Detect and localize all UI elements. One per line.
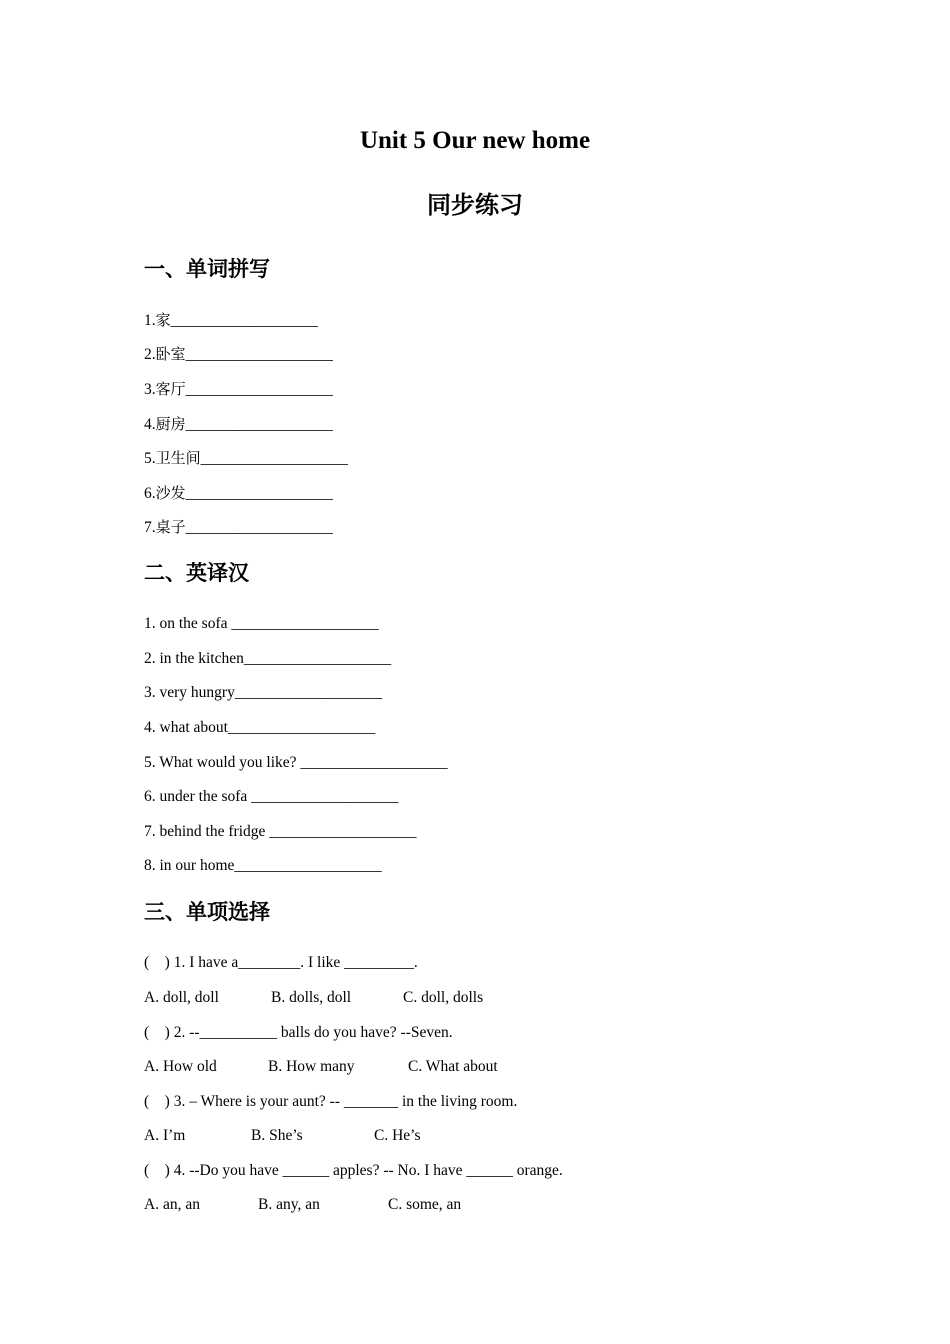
option-c: C. What about bbox=[408, 1058, 498, 1075]
spelling-item: 2.卧室___________________ bbox=[144, 345, 333, 363]
option-c: C. some, an bbox=[388, 1196, 462, 1213]
option-b: B. any, an bbox=[258, 1196, 320, 1213]
spelling-item: 6.沙发___________________ bbox=[144, 484, 333, 502]
spelling-item: 5.卫生间___________________ bbox=[144, 449, 348, 467]
translation-item: 7. behind the fridge ___________________ bbox=[144, 823, 417, 840]
question-stem: ( ) 2. --__________ balls do you have? --Seven. bbox=[144, 1024, 453, 1041]
section-2-heading: 二、英译汉 bbox=[144, 561, 249, 585]
translation-item: 3. very hungry___________________ bbox=[144, 684, 383, 701]
question-options bbox=[144, 987, 483, 1009]
option-b: B. She’s bbox=[251, 1127, 303, 1144]
translation-item: 8. in our home___________________ bbox=[144, 857, 382, 874]
section-1-heading: 一、单词拼写 bbox=[144, 257, 270, 281]
question-options bbox=[144, 1194, 461, 1216]
question-stem: ( ) 3. – Where is your aunt? -- _______ in the living room. bbox=[144, 1093, 518, 1110]
option-b: B. dolls, doll bbox=[271, 989, 352, 1006]
option-a: A. an, an bbox=[144, 1196, 200, 1213]
translation-item: 6. under the sofa ___________________ bbox=[144, 788, 399, 805]
option-b: B. How many bbox=[268, 1058, 355, 1075]
section-3-heading: 三、单项选择 bbox=[144, 900, 270, 924]
translation-item: 1. on the sofa ___________________ bbox=[144, 615, 379, 632]
question-options bbox=[144, 1056, 498, 1078]
option-a: A. How old bbox=[144, 1058, 217, 1075]
spelling-item: 1.家___________________ bbox=[144, 311, 318, 329]
question-stem: ( ) 4. --Do you have ______ apples? -- No. I have ______ orange. bbox=[144, 1162, 563, 1179]
page-title: Unit 5 Our new home bbox=[359, 127, 591, 154]
translation-item: 4. what about___________________ bbox=[144, 719, 376, 736]
spelling-item: 4.厨房___________________ bbox=[144, 415, 333, 433]
question-options bbox=[144, 1125, 421, 1147]
question-stem: ( ) 1. I have a________. I like _________. bbox=[144, 954, 418, 971]
option-c: C. doll, dolls bbox=[403, 989, 484, 1006]
translation-item: 2. in the kitchen___________________ bbox=[144, 650, 392, 667]
spelling-item: 7.桌子___________________ bbox=[144, 518, 333, 536]
option-a: A. I’m bbox=[144, 1127, 186, 1144]
translation-item: 5. What would you like? ___________________ bbox=[144, 754, 448, 771]
page-subtitle: 同步练习 bbox=[427, 191, 523, 219]
spelling-item: 3.客厅___________________ bbox=[144, 380, 333, 398]
option-c: C. He’s bbox=[374, 1127, 421, 1144]
option-a: A. doll, doll bbox=[144, 989, 219, 1006]
